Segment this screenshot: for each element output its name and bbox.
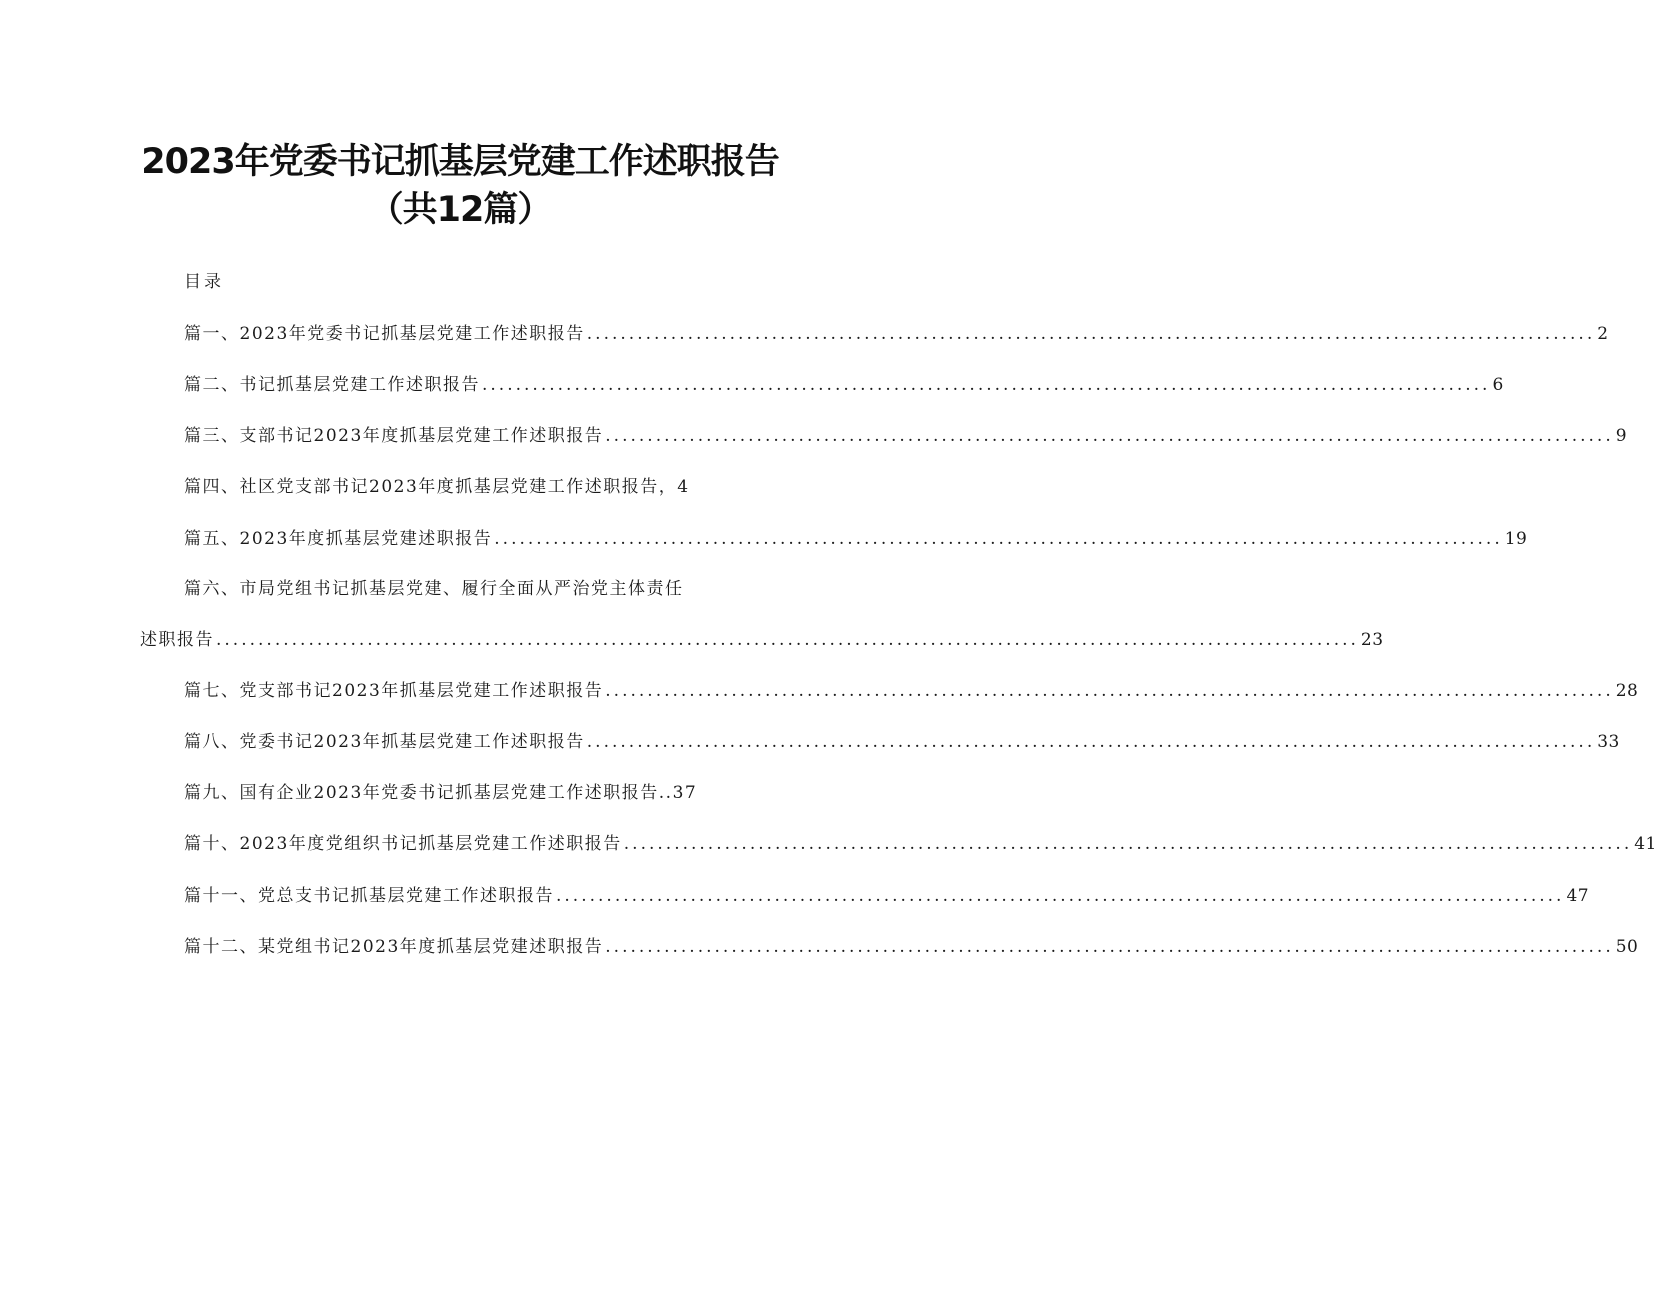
toc-entry-label: 篇一、2023年党委书记抓基层党建工作述职报告 xyxy=(184,324,585,344)
toc-leader-dots: ........................................................................................................................ xyxy=(556,886,1565,906)
document-subtitle: （共12篇） xyxy=(368,190,552,230)
toc-entry-label: 篇三、支部书记2023年度抓基层党建工作述职报告 xyxy=(184,426,604,446)
toc-leader-dots: ........................................................................................................................................ xyxy=(216,630,1359,650)
document-title: 2023年党委书记抓基层党建工作述职报告 xyxy=(141,142,779,182)
toc-entry-6[interactable]: 篇六、市局党组书记抓基层党建、履行全面从严治党主体责任 xyxy=(184,579,684,599)
toc-entry-2[interactable] xyxy=(184,373,1504,397)
toc-page-number: 33 xyxy=(1597,732,1620,752)
toc-page-number: 50 xyxy=(1615,937,1639,957)
toc-leader-dots: ........................................................................................................................ xyxy=(494,529,1503,549)
toc-page-number: 19 xyxy=(1504,529,1528,549)
toc-entry-label: 述职报告 xyxy=(140,630,214,650)
toc-page-number: 9 xyxy=(1615,426,1628,446)
toc-entry-10[interactable] xyxy=(184,832,1657,856)
toc-entry-label: 篇八、党委书记2023年抓基层党建工作述职报告 xyxy=(184,732,585,752)
toc-leader-dots: ........................................................................................................................ xyxy=(586,324,1596,344)
toc-entry-4[interactable]: 篇四、社区党支部书记2023年度抓基层党建工作述职报告，4 xyxy=(184,477,690,497)
toc-leader-dots: ........................................................................................................................ xyxy=(482,375,1491,395)
toc-page-number: 23 xyxy=(1360,630,1384,650)
toc-entry-label: 篇十、2023年度党组织书记抓基层党建工作述职报告 xyxy=(184,834,622,854)
toc-entry-label: 篇五、2023年度抓基层党建述职报告 xyxy=(184,529,493,549)
toc-heading: 目录 xyxy=(184,272,224,292)
toc-leader-dots: ........................................................................................................................ xyxy=(605,937,1614,957)
toc-entry-label: 篇十一、党总支书记抓基层党建工作述职报告 xyxy=(184,886,554,906)
toc-page-number: 28 xyxy=(1615,681,1639,701)
toc-page-number: 41 xyxy=(1634,834,1657,854)
toc-entry-label: 篇十二、某党组书记2023年度抓基层党建述职报告 xyxy=(184,937,604,957)
toc-entry-12[interactable] xyxy=(184,935,1639,959)
toc-entry-7[interactable] xyxy=(184,679,1639,703)
toc-entry-6-continued[interactable] xyxy=(140,628,1384,652)
toc-page-number: 47 xyxy=(1566,886,1590,906)
toc-leader-dots: ........................................................................................................................ xyxy=(586,732,1596,752)
toc-leader-dots: ........................................................................................................................ xyxy=(605,426,1614,446)
toc-entry-1[interactable] xyxy=(184,322,1609,346)
toc-entry-11[interactable] xyxy=(184,884,1590,908)
toc-entry-label: 篇七、党支部书记2023年抓基层党建工作述职报告 xyxy=(184,681,604,701)
toc-entry-label: 篇二、书记抓基层党建工作述职报告 xyxy=(184,375,480,395)
toc-entry-3[interactable] xyxy=(184,424,1628,448)
toc-leader-dots: ........................................................................................................................ xyxy=(623,834,1633,854)
toc-page-number: 6 xyxy=(1492,375,1504,395)
toc-leader-dots: ........................................................................................................................ xyxy=(605,681,1614,701)
toc-entry-9[interactable]: 篇九、国有企业2023年党委书记抓基层党建工作述职报告..37 xyxy=(184,783,698,803)
toc-page-number: 2 xyxy=(1597,324,1609,344)
toc-entry-5[interactable] xyxy=(184,527,1528,551)
toc-entry-8[interactable] xyxy=(184,730,1620,754)
